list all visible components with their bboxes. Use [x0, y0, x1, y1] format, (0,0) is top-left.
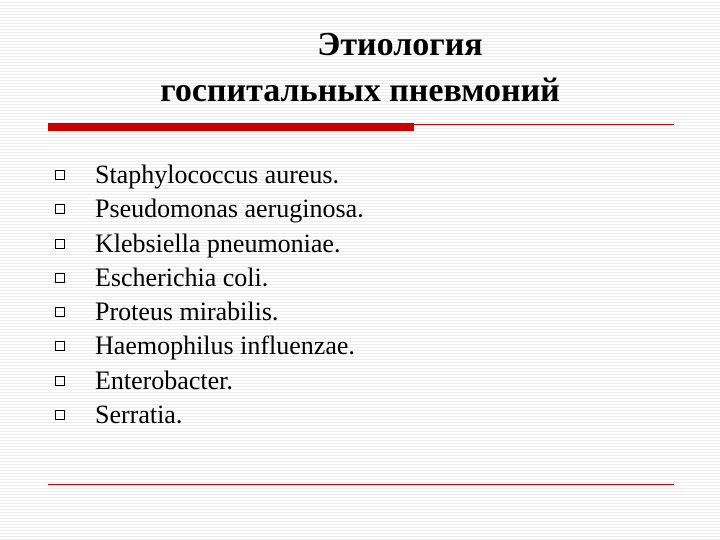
list-item — [48, 364, 364, 398]
list-item-text: Pseudomonas aeruginosa. — [95, 194, 364, 224]
list-item — [48, 295, 364, 329]
bottom-divider-line — [48, 484, 674, 485]
hollow-square-icon — [55, 170, 65, 180]
slide-title — [40, 22, 680, 114]
list-item-text: Proteus mirabilis. — [95, 297, 279, 327]
hollow-square-icon — [55, 204, 65, 214]
hollow-square-icon — [55, 307, 65, 317]
hollow-square-icon — [55, 341, 65, 351]
list-item-text: Klebsiella pneumoniae. — [95, 228, 341, 258]
list-item — [48, 192, 364, 226]
hollow-square-icon — [55, 376, 65, 386]
list-item-text: Enterobacter. — [95, 365, 233, 395]
list-item-text: Serratia. — [95, 400, 183, 430]
title-divider-line — [414, 124, 674, 125]
list-item — [48, 227, 364, 261]
hollow-square-icon — [55, 410, 65, 420]
list-item — [48, 261, 364, 295]
title-accent-bar — [48, 123, 414, 131]
title-line-1: Этиология — [317, 26, 483, 63]
list-item — [48, 398, 364, 432]
list-item-text: Staphylococcus aureus. — [95, 160, 340, 189]
hollow-square-icon — [55, 239, 65, 249]
list-item — [48, 158, 364, 192]
list-item-text: Escherichia coli. — [95, 262, 269, 292]
title-line-2: госпитальных пневмоний — [160, 72, 560, 109]
list-item — [48, 329, 364, 363]
list-item-text: Haemophilus influenzae. — [95, 331, 355, 361]
hollow-square-icon — [55, 273, 65, 283]
bullet-list — [48, 158, 364, 432]
